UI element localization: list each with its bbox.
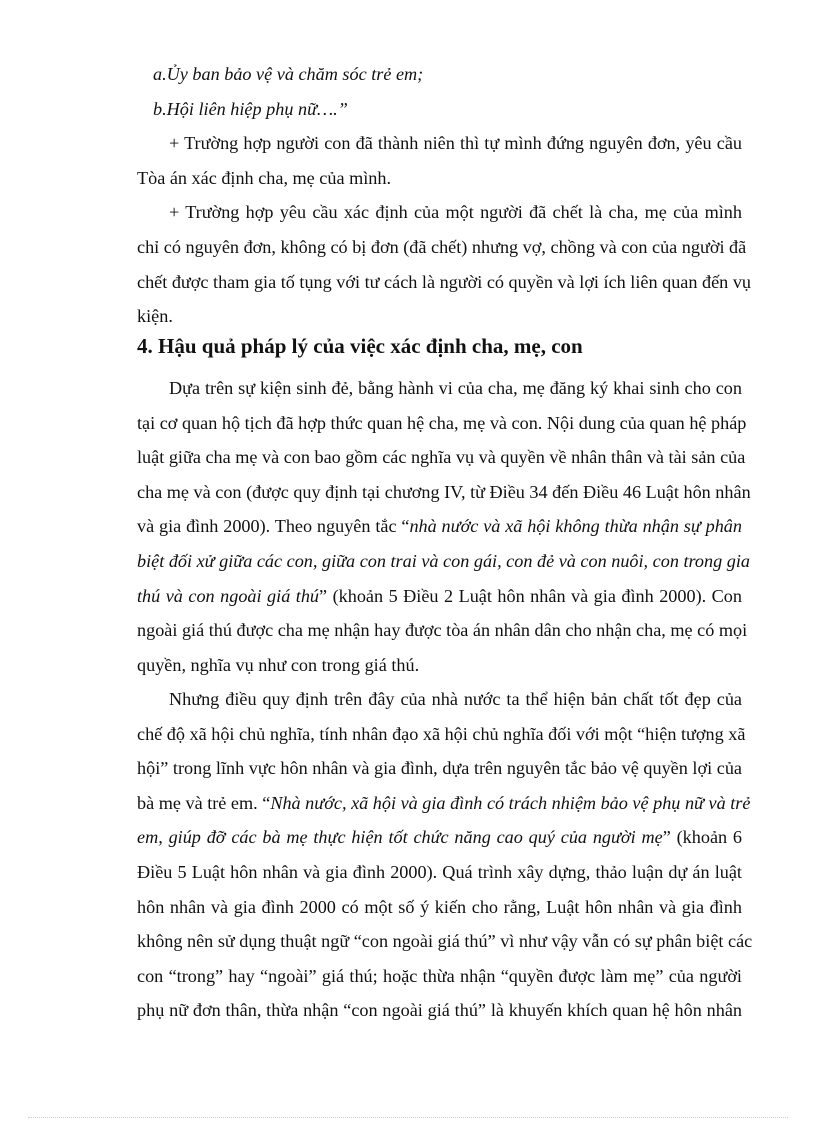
- paragraph-line: + Trường hợp yêu cầu xác định của một người đã chết là cha, mẹ của mình: [169, 202, 742, 223]
- quoted-principle-line: biệt đối xử giữa các con, giữa con trai và con gái, con đẻ và con nuôi, con trong gia: [137, 550, 750, 571]
- text-run: ” (khoản 5 Điều 2 Luật hôn nhân và gia đình 2000). Con: [319, 585, 742, 606]
- paragraph-line: hội” trong lĩnh vực hôn nhân và gia đình, dựa trên nguyên tắc bảo vệ quyền lợi của: [137, 758, 742, 779]
- paragraph-line: quyền, nghĩa vụ như con trong giá thú.: [137, 654, 420, 675]
- quoted-principle: nhà nước và xã hội không thừa nhận sự phân: [409, 516, 742, 537]
- paragraph-line: luật giữa cha mẹ và con bao gồm các nghĩa vụ và quyền về nhân thân và tài sản của: [137, 447, 746, 468]
- paragraph-line: + Trường hợp người con đã thành niên thì tự mình đứng nguyên đơn, yêu cầu: [169, 133, 742, 154]
- paragraph-line: Dựa trên sự kiện sinh đẻ, bằng hành vi của cha, mẹ đăng ký khai sinh cho con: [169, 378, 742, 398]
- paragraph-line: không nên sử dụng thuật ngữ “con ngoài giá thú” vì như vậy vẫn có sự phân biệt các: [137, 931, 753, 952]
- paragraph-line: cha mẹ và con (được quy định tại chương IV, từ Điều 34 đến Điều 46 Luật hôn nhân: [137, 481, 751, 502]
- paragraph-line: [137, 820, 742, 855]
- intro-block: [137, 57, 752, 334]
- paragraph-line: chết được tham gia tố tụng với tư cách là người có quyền và lợi ích liên quan đến vụ: [137, 271, 752, 292]
- section-heading: 4. Hậu quả pháp lý của việc xác định cha, mẹ, con: [137, 334, 583, 358]
- text-run: bà mẹ và trẻ em. “: [137, 792, 271, 813]
- paragraph-line: chỉ có nguyên đơn, không có bị đơn (đã chết) nhưng vợ, chồng và con của người đã: [137, 236, 747, 257]
- quoted-law: em, giúp đỡ các bà mẹ thực hiện tốt chức năng cao quý của người mẹ: [137, 827, 663, 848]
- paragraph-line: [137, 579, 742, 614]
- quoted-principle: thú và con ngoài giá thú: [137, 585, 320, 606]
- paragraph-line: tại cơ quan hộ tịch đã hợp thức quan hệ cha, mẹ và con. Nội dung của quan hệ pháp: [137, 412, 747, 433]
- paragraph-line: [137, 786, 751, 821]
- paragraph-line: Điều 5 Luật hôn nhân và gia đình 2000). Quá trình xây dựng, thảo luận dự án luật: [137, 861, 742, 882]
- text-run: và gia đình 2000). Theo nguyên tắc “: [137, 516, 410, 537]
- paragraph-line: chế độ xã hội chủ nghĩa, tính nhân đạo xã hội chủ nghĩa đối với một “hiện tượng xã: [137, 723, 746, 744]
- list-item-b: b.Hội liên hiệp phụ nữ….”: [153, 98, 348, 119]
- list-item-a: a.Ủy ban bảo vệ và chăm sóc trẻ em;: [153, 64, 424, 84]
- paragraph-line: con “trong” hay “ngoài” giá thú; hoặc thừa nhận “quyền được làm mẹ” của người: [137, 965, 742, 986]
- text-run: ” (khoản 6: [662, 827, 743, 848]
- paragraph-line: Tòa án xác định cha, mẹ của mình.: [137, 167, 392, 188]
- paragraph-line: hôn nhân và gia đình 2000 có một số ý kiến cho rằng, Luật hôn nhân và gia đình: [137, 896, 742, 917]
- quoted-law: Nhà nước, xã hội và gia đình có trách nhiệm bảo vệ phụ nữ và trẻ: [270, 792, 751, 813]
- paragraph-consequences: [137, 371, 751, 682]
- paragraph-line: ngoài giá thú được cha mẹ nhận hay được tòa án nhân dân cho nhận cha, mẹ có mọi: [137, 620, 748, 641]
- paragraph-line: phụ nữ đơn thân, thừa nhận “con ngoài giá thú” là khuyến khích quan hệ hôn nhân: [137, 1000, 742, 1021]
- paragraph-commentary: [137, 682, 753, 1028]
- paragraph-line: Nhưng điều quy định trên đây của nhà nước ta thể hiện bản chất tốt đẹp của: [169, 689, 742, 709]
- paragraph-line: kiện.: [137, 306, 173, 327]
- page-bottom-rule: [28, 1117, 788, 1118]
- paragraph-line: [137, 509, 742, 544]
